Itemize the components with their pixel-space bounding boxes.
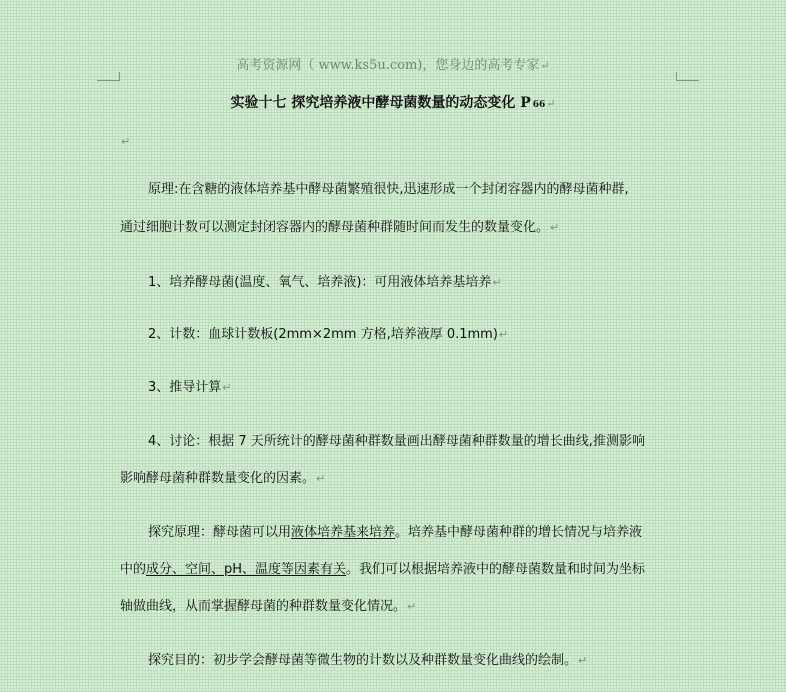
paragraph-mark-icon: ↵ — [540, 59, 550, 72]
explore-principle-line-1 — [148, 524, 642, 542]
title-text: 实验十七 探究培养液中酵母菌数量的动态变化 P — [230, 95, 531, 111]
step-3-text: 3、推导计算 — [148, 380, 222, 395]
step-1 — [148, 274, 502, 292]
explore-principle-text-d: 。我们可以根据培养液中的酵母菌数量和时间为坐标 — [346, 562, 646, 577]
step-4-line-2 — [120, 470, 325, 488]
explore-principle-text-a: 探究原理：酵母菌可以用 — [148, 525, 292, 540]
explore-principle-line-3 — [120, 598, 416, 616]
paragraph-mark-icon: ↵ — [546, 97, 556, 110]
paragraph-mark-icon: ↵ — [498, 328, 509, 341]
explore-principle-text-c: 中的 — [120, 562, 147, 577]
step-4-line-2-text: 影响酵母菌种群数量变化的因素。 — [120, 471, 316, 486]
explore-goal-text: 探究目的：初步学会酵母菌等微生物的计数以及种群数量变化曲线的绘制。 — [148, 653, 578, 668]
paragraph-mark-icon: ↵ — [121, 135, 131, 148]
explore-principle-underlined-medium: 液体培养基来培养 — [291, 525, 396, 540]
principle-line-1: 原理:在含糖的液体培养基中酵母菌繁殖很快,迅速形成一个封闭容器内的酵母菌种群, — [148, 182, 629, 197]
paragraph-mark-icon: ↵ — [222, 381, 232, 394]
document-title — [0, 92, 786, 112]
step-3 — [148, 379, 232, 397]
margin-corner-right — [676, 72, 699, 81]
header-text: 高考资源网（ www.ks5u.com)，您身边的高考专家 — [236, 58, 540, 73]
page-header — [0, 54, 786, 73]
paragraph-mark-icon: ↵ — [407, 600, 417, 613]
paragraph-mark-icon: ↵ — [578, 654, 588, 667]
paragraph-mark-icon: ↵ — [550, 221, 560, 234]
paragraph-mark-icon: ↵ — [492, 276, 502, 289]
explore-principle-underlined-factors: 成分、空间、pH、温度等因素有关 — [146, 562, 347, 577]
principle-line-2-text: 通过细胞计数可以测定封闭容器内的酵母菌种群随时间而发生的数量变化。 — [120, 220, 550, 235]
principle-line-2 — [120, 219, 559, 237]
paragraph-mark-icon: ↵ — [316, 472, 326, 485]
step-4-line-1: 4、讨论：根据 7 天所统计的酵母菌种群数量画出酵母菌种群数量的增长曲线,推测影响 — [148, 434, 645, 449]
explore-principle-line-3-text: 轴做曲线，从而掌握酵母菌的种群数量变化情况。 — [120, 599, 407, 614]
step-1-text: 1、培养酵母菌(温度、氧气、培养液)：可用液体培养基培养 — [148, 275, 492, 290]
explore-goal — [148, 652, 587, 670]
margin-corner-left — [97, 72, 120, 81]
title-page-number: 66 — [532, 100, 546, 110]
explore-principle-line-2 — [120, 561, 645, 579]
empty-paragraph — [120, 133, 130, 151]
step-2 — [148, 326, 508, 344]
step-2-text: 2、计数：血球计数板(2mm×2mm 方格,培养液厚 0.1mm) — [148, 327, 498, 342]
explore-principle-text-b: 。培养基中酵母菌种群的增长情况与培养液 — [395, 525, 643, 540]
